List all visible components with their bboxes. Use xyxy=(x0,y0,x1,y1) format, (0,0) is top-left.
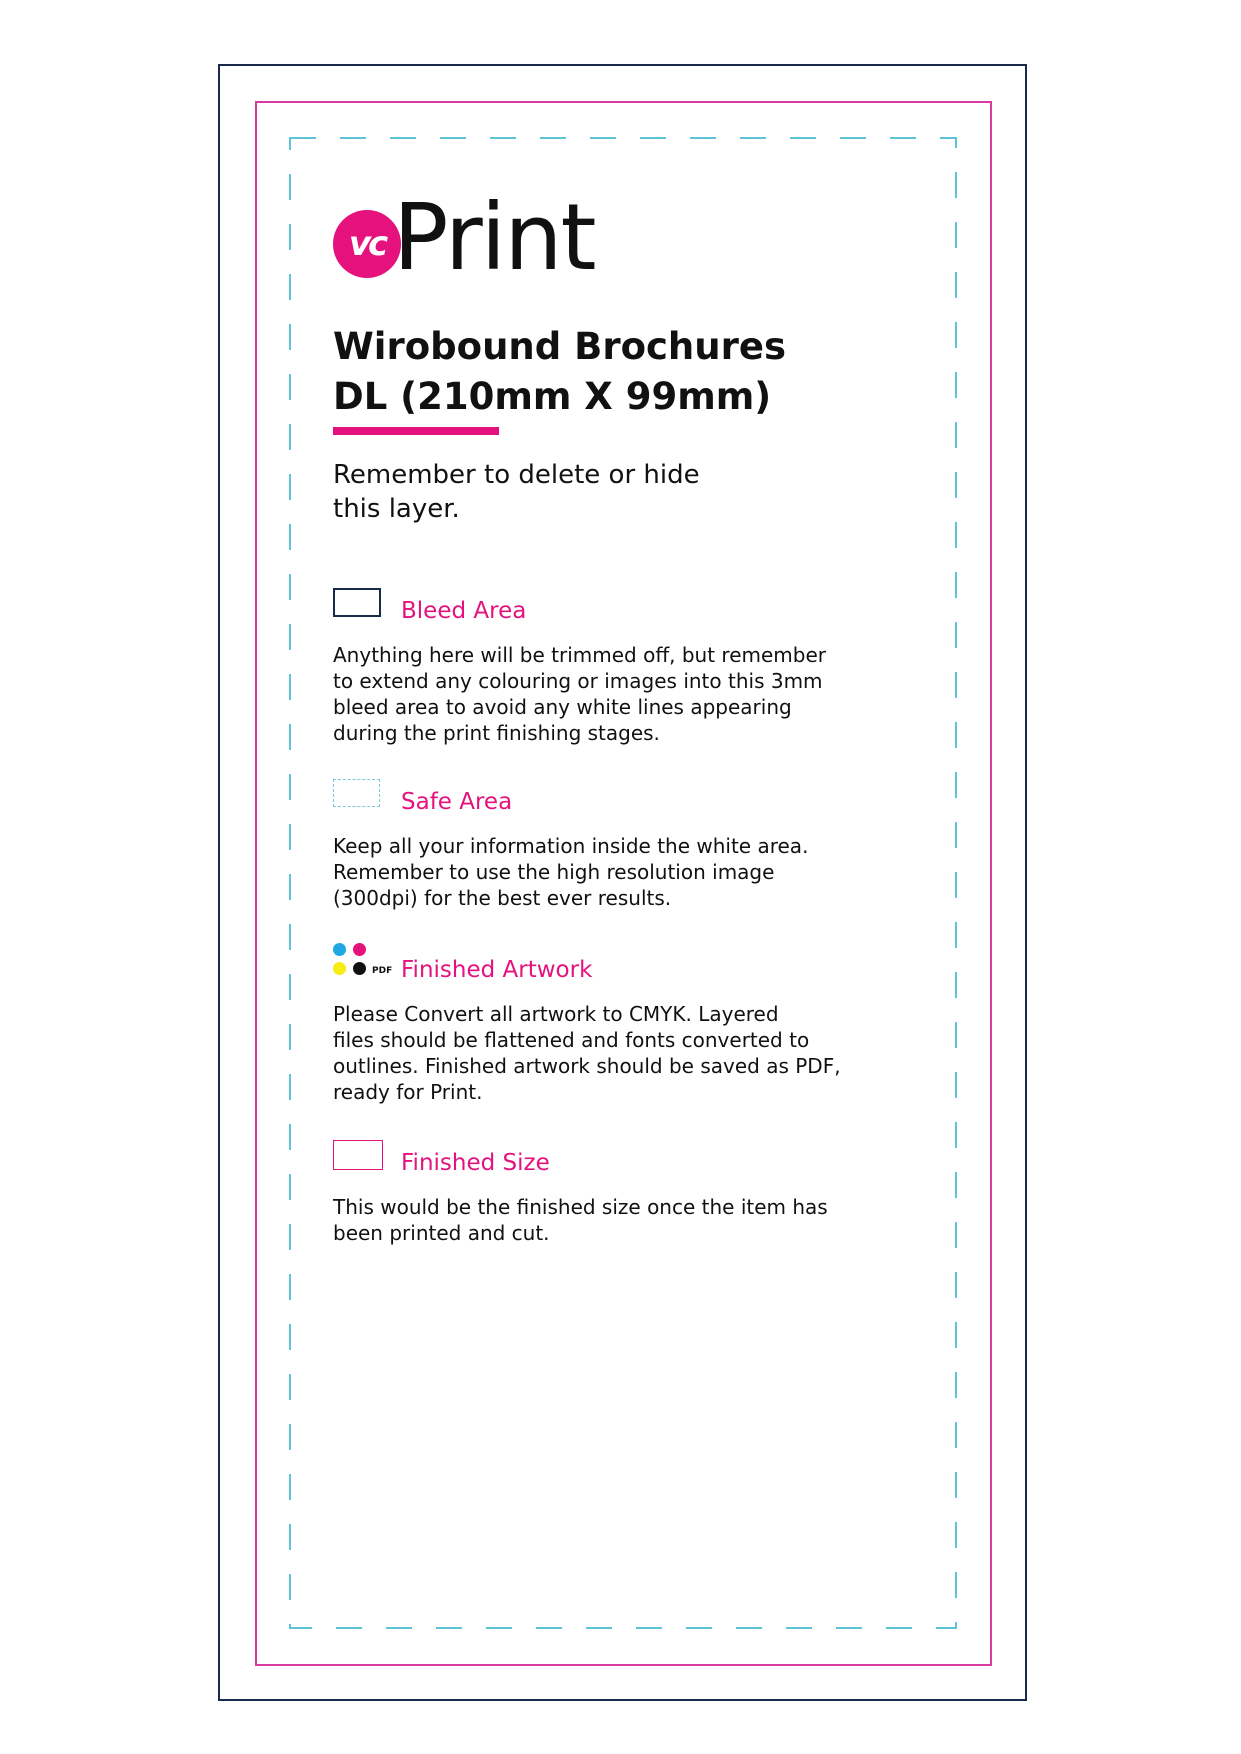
safe-box-icon xyxy=(333,779,380,807)
logo-badge: vc xyxy=(333,210,401,278)
text-line: (300dpi) for the best ever results. xyxy=(333,886,672,910)
finished-artwork-text xyxy=(333,1001,913,1105)
bleed-box-icon xyxy=(333,588,381,617)
text-line: to extend any colouring or images into this 3mm xyxy=(333,669,823,693)
text-line: ready for Print. xyxy=(333,1080,483,1104)
bleed-area-title: Bleed Area xyxy=(401,598,527,624)
title-line-1: Wirobound Brochures xyxy=(333,325,786,368)
text-line: outlines. Finished artwork should be saved as PDF, xyxy=(333,1054,841,1078)
magenta-dot xyxy=(353,943,366,956)
bleed-area-section xyxy=(333,598,913,746)
finished-artwork-section xyxy=(333,957,913,1105)
text-line: Remember to use the high resolution image xyxy=(333,860,775,884)
reminder-line-2: this layer. xyxy=(333,494,460,524)
logo-wordmark: Print xyxy=(393,184,595,291)
finished-size-text xyxy=(333,1194,913,1246)
title-line-2: DL (210mm X 99mm) xyxy=(333,375,772,418)
text-line: been printed and cut. xyxy=(333,1221,550,1245)
text-line: bleed area to avoid any white lines appearing xyxy=(333,695,792,719)
safe-area-title: Safe Area xyxy=(401,789,513,815)
yellow-dot xyxy=(333,962,346,975)
reminder-line-1: Remember to delete or hide xyxy=(333,460,700,490)
finished-size-title: Finished Size xyxy=(401,1150,550,1176)
text-line: during the print finishing stages. xyxy=(333,721,660,745)
finished-size-box-icon xyxy=(333,1140,383,1170)
pdf-label: PDF xyxy=(372,966,393,976)
bleed-area-text xyxy=(333,642,913,746)
cyan-dot xyxy=(333,943,346,956)
text-line: This would be the finished size once the item has xyxy=(333,1195,828,1219)
finished-artwork-title: Finished Artwork xyxy=(401,957,593,983)
black-dot xyxy=(353,962,366,975)
cmyk-pdf-icon xyxy=(333,943,395,979)
page-title xyxy=(333,322,786,422)
text-line: Anything here will be trimmed off, but remember xyxy=(333,643,826,667)
text-line: Please Convert all artwork to CMYK. Layered xyxy=(333,1002,779,1026)
text-line: files should be flattened and fonts converted to xyxy=(333,1028,810,1052)
vcprint-logo xyxy=(333,184,633,291)
title-underline xyxy=(333,427,499,435)
text-line: Keep all your information inside the white area. xyxy=(333,834,809,858)
safe-area-section xyxy=(333,789,913,911)
finished-size-section xyxy=(333,1150,913,1246)
reminder-text xyxy=(333,458,700,526)
safe-area-text xyxy=(333,833,913,911)
